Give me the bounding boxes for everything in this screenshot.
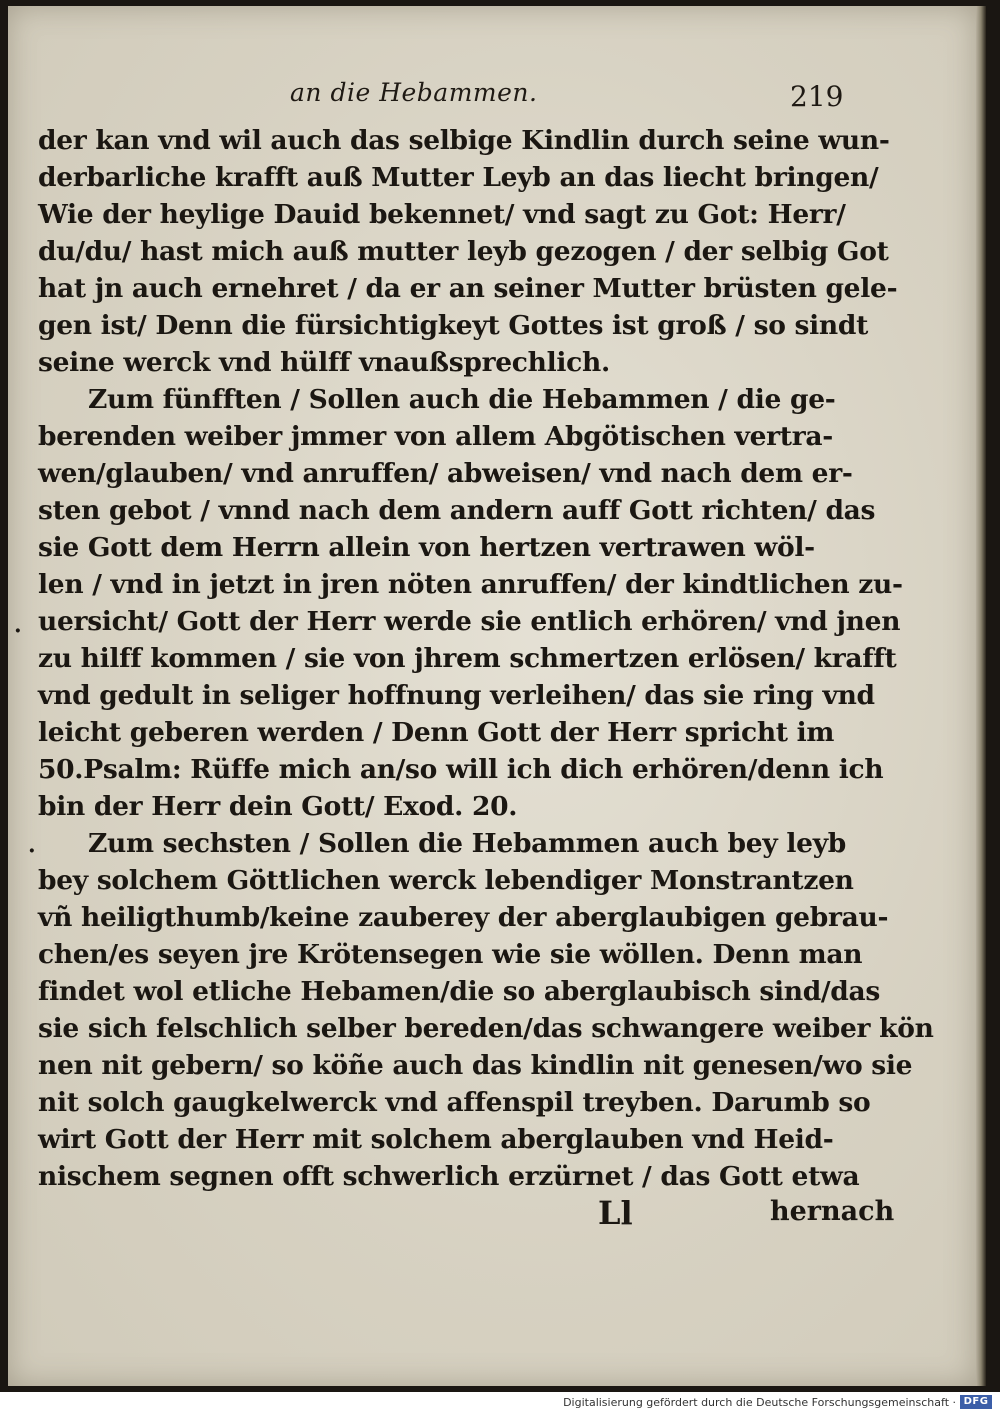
page-edge — [976, 6, 986, 1386]
text-line: 50.Psalm: Rüffe mich an/so will ich dich erhören/denn ich — [38, 754, 884, 785]
page-number: 219 — [790, 80, 844, 113]
dfg-logo: DFG — [960, 1395, 992, 1409]
text-line: wirt Gott der Herr mit solchem aberglauben vnd Heid- — [38, 1124, 834, 1155]
text-line: sten gebot / vnnd nach dem andern auff Gott richten/ das — [38, 495, 876, 526]
text-line: der kan vnd wil auch das selbige Kindlin durch seine wun- — [38, 125, 890, 156]
text-line: sie Gott dem Herrn allein von hertzen vertrawen wöl- — [38, 532, 815, 563]
text-line: zu hilff kommen / sie von jhrem schmertzen erlösen/ krafft — [38, 643, 897, 674]
paragraph-start-line: Zum sechsten / Sollen die Hebammen auch bey leyb — [88, 828, 847, 859]
text-line: derbarliche krafft auß Mutter Leyb an das liecht bringen/ — [38, 162, 879, 193]
text-line: vñ heiligthumb/keine zauberey der aberglaubigen gebrau- — [38, 902, 889, 933]
running-head: an die Hebammen. — [290, 78, 538, 107]
text-line: wen/glauben/ vnd anruffen/ abweisen/ vnd nach dem er- — [38, 458, 853, 489]
funding-credit: Digitalisierung gefördert durch die Deutsche Forschungsgemeinschaft · — [563, 1396, 956, 1409]
text-line: sie sich felschlich selber bereden/das schwangere weiber kön — [38, 1013, 934, 1044]
text-line: gen ist/ Denn die fürsichtigkeyt Gottes ist groß / so sindt — [38, 310, 869, 341]
text-line: vnd gedult in seliger hoffnung verleihen/ das sie ring vnd — [38, 680, 875, 711]
text-line: berenden weiber jmmer von allem Abgötischen vertra- — [38, 421, 833, 452]
text-line: uersicht/ Gott der Herr werde sie entlich erhören/ vnd jnen — [38, 606, 901, 637]
catchword: hernach — [770, 1196, 895, 1227]
text-line: bey solchem Göttlichen werck lebendiger Monstrantzen — [38, 865, 854, 896]
text-line: leicht geberen werden / Denn Gott der Herr spricht im — [38, 717, 835, 748]
catchline — [38, 1194, 895, 1238]
text-line: du/du/ hast mich auß mutter leyb gezogen / der selbig Got — [38, 236, 889, 267]
text-line: Wie der heylige Dauid bekennet/ vnd sagt zu Got: Herr/ — [38, 199, 846, 230]
text-line: bin der Herr dein Gott/ Exod. 20. — [38, 791, 518, 822]
text-line: nit solch gaugkelwerck vnd affenspil treyben. Darumb so — [38, 1087, 871, 1118]
paragraph-start-line: Zum fünfften / Sollen auch die Hebammen / die ge- — [88, 384, 836, 415]
text-line: len / vnd in jetzt in jren nöten anruffen/ der kindtlichen zu- — [38, 569, 903, 600]
text-line: hat jn auch ernehret / da er an seiner Mutter brüsten gele- — [38, 273, 898, 304]
text-line: nen nit gebern/ so köñe auch das kindlin nit genesen/wo sie — [38, 1050, 913, 1081]
margin-dot: · — [28, 838, 36, 864]
signature-mark: Ll — [598, 1194, 633, 1232]
body-text — [38, 122, 934, 1195]
text-line: findet wol etliche Hebamen/die so aberglaubisch sind/das — [38, 976, 881, 1007]
margin-dot: · — [14, 618, 22, 644]
text-line: chen/es seyen jre Krötensegen wie sie wöllen. Denn man — [38, 939, 863, 970]
text-line: seine werck vnd hülff vnaußsprechlich. — [38, 347, 610, 378]
text-line: nischem segnen offt schwerlich erzürnet / das Gott etwa — [38, 1161, 860, 1192]
